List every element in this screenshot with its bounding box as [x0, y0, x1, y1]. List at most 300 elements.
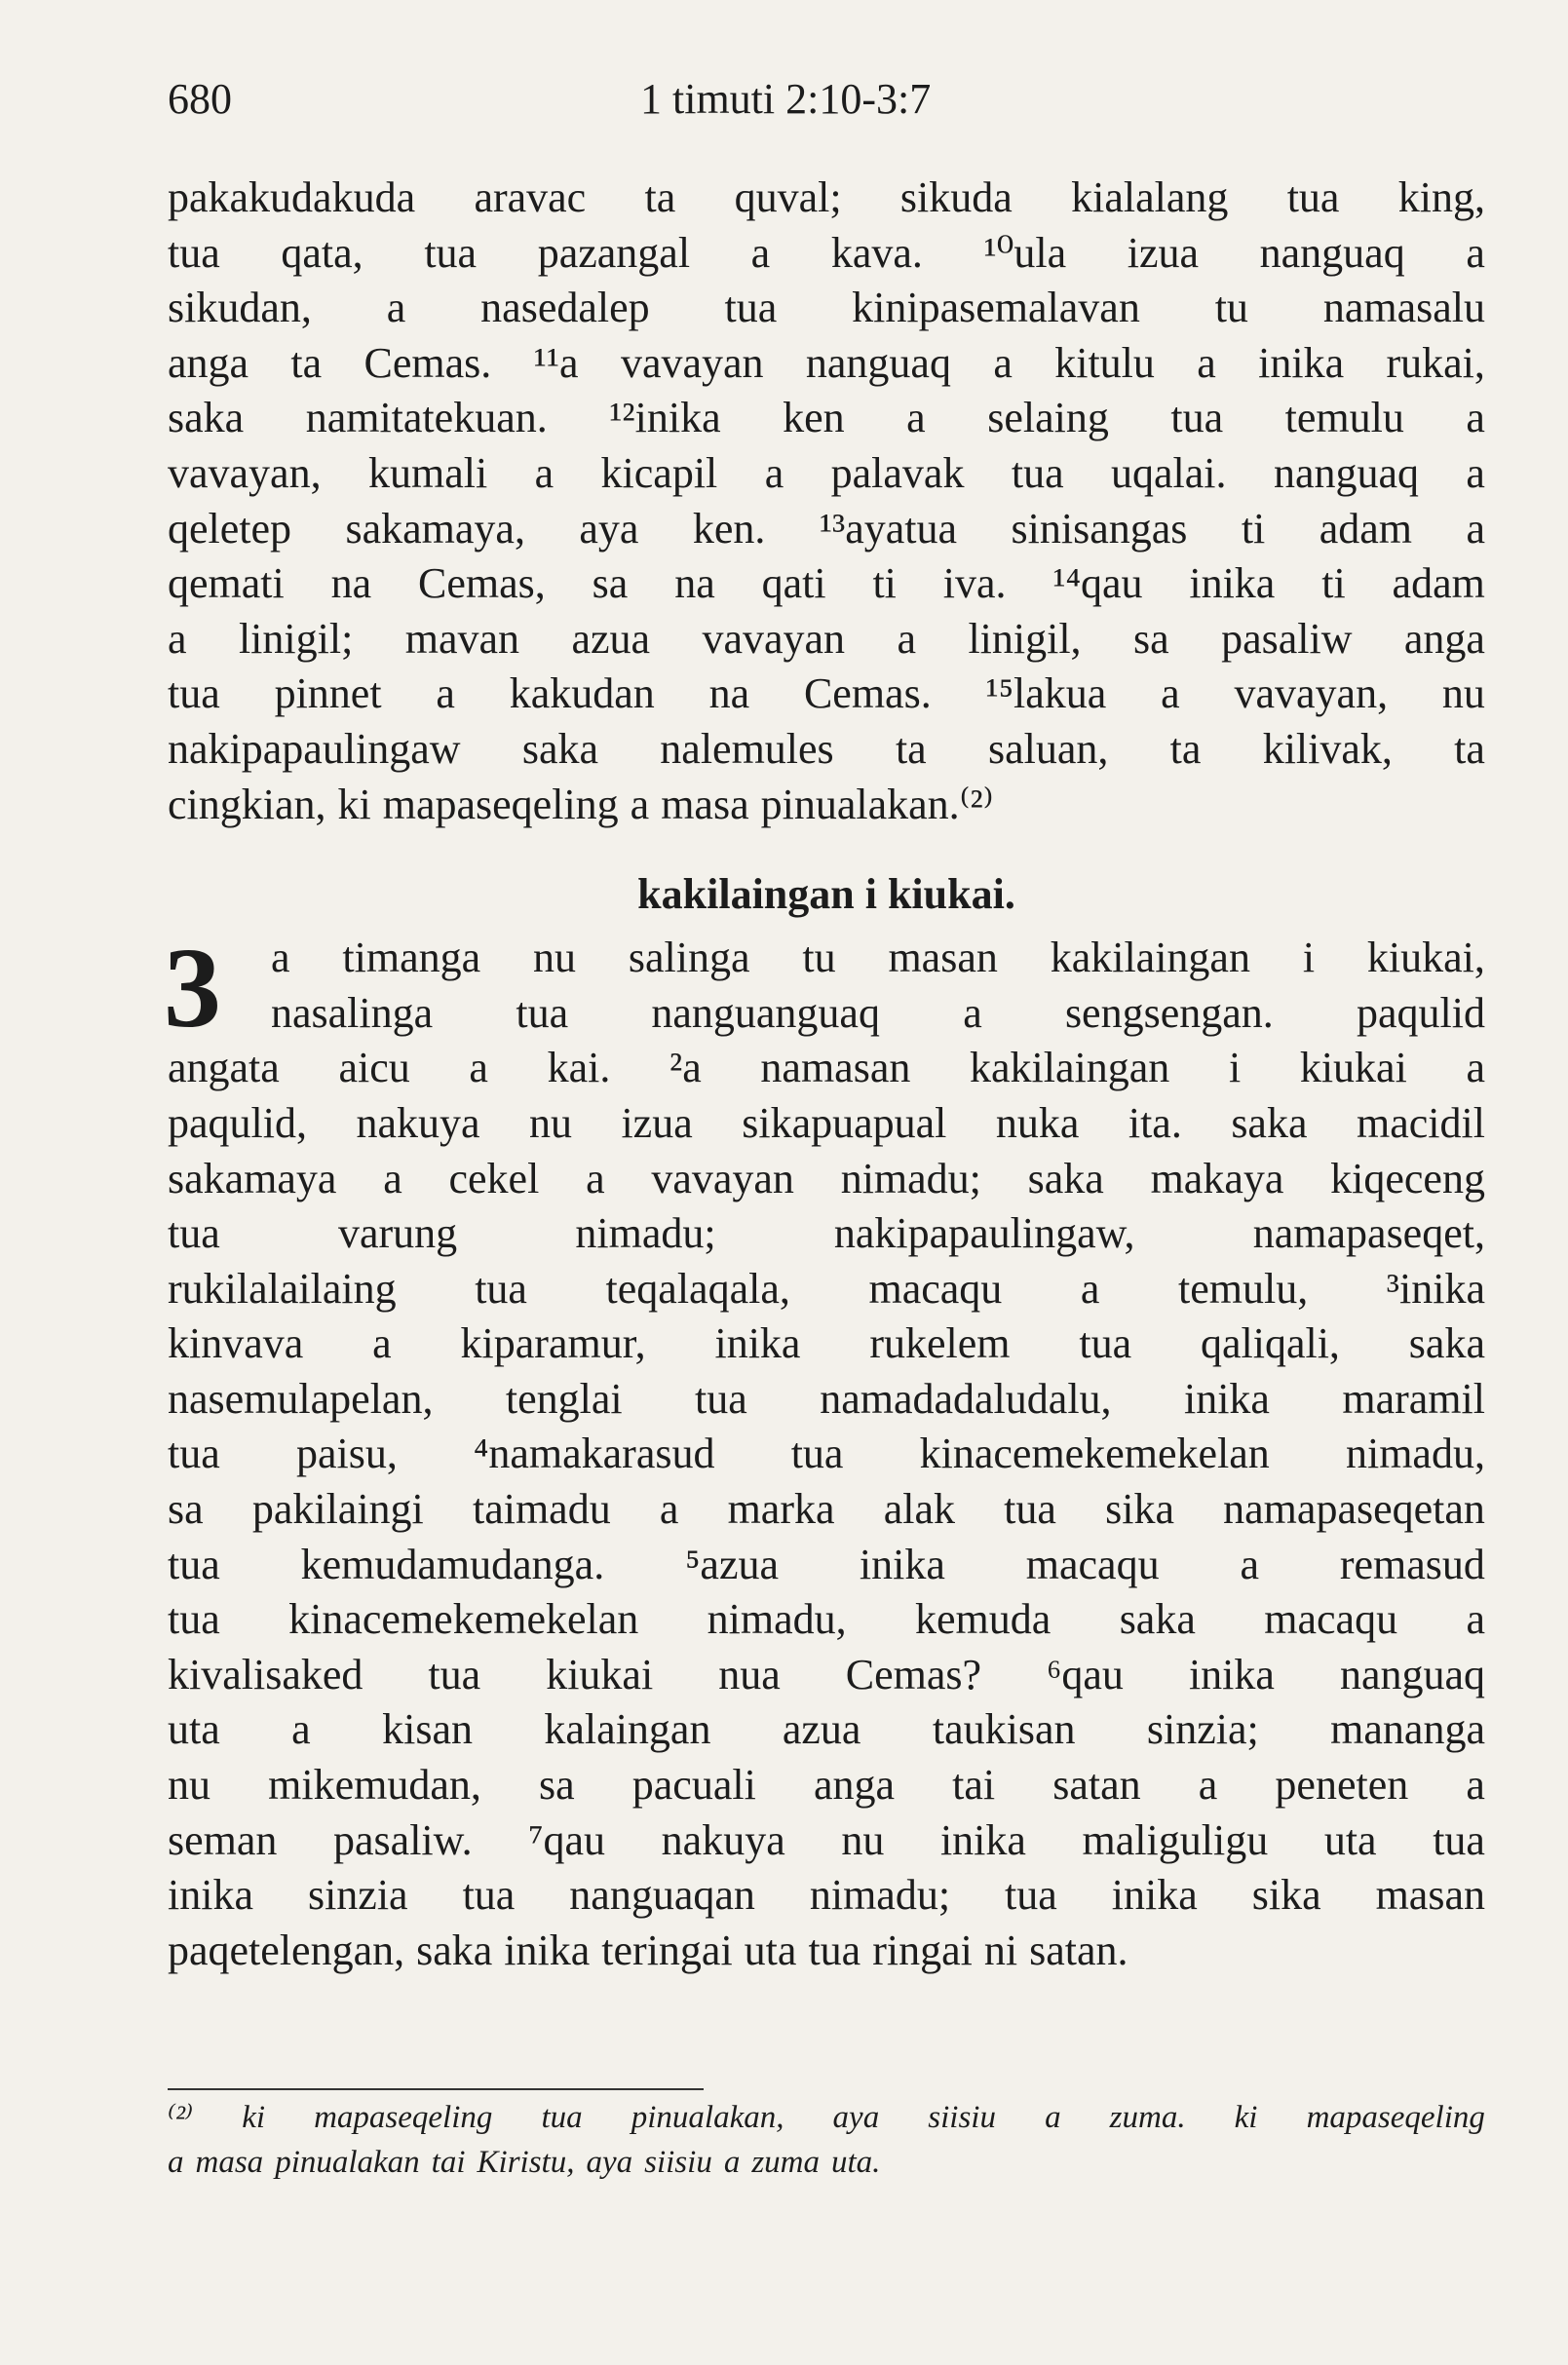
- word: nasalinga: [271, 988, 434, 1037]
- word: adam: [1392, 559, 1485, 608]
- word: inika: [1258, 338, 1345, 387]
- word: ¹⁵lakua: [985, 669, 1107, 718]
- word: remasud: [1339, 1540, 1485, 1588]
- word: inika: [1183, 1374, 1270, 1423]
- word: a: [1045, 2100, 1061, 2135]
- word: sikapuapual: [742, 1098, 947, 1147]
- word: qata,: [281, 228, 363, 277]
- word: aya: [832, 2100, 880, 2135]
- word: sikudan,: [168, 284, 312, 332]
- word: teqalaqala,: [605, 1264, 790, 1313]
- word: a: [1161, 669, 1180, 718]
- text-line: [168, 171, 1485, 226]
- word: paisu,: [295, 1430, 398, 1478]
- text-line: [168, 1482, 1485, 1538]
- word: kiparamur,: [460, 1319, 646, 1368]
- word: ki: [242, 2100, 266, 2135]
- text-line: [168, 1758, 1485, 1813]
- word: ¹³ayatua: [819, 504, 958, 553]
- word: sinzia: [307, 1871, 408, 1920]
- word: inika: [168, 1871, 253, 1920]
- word: ¹⁰ula: [983, 228, 1067, 277]
- page-number: 680: [168, 75, 232, 123]
- word: kitulu: [1054, 338, 1155, 387]
- word: saka: [521, 724, 599, 773]
- word: rukai,: [1386, 338, 1485, 387]
- word: a: [1466, 1595, 1485, 1644]
- word: ta: [644, 173, 676, 221]
- word: maramil: [1342, 1374, 1485, 1423]
- running-head: 1 timuti 2:10-3:7: [640, 75, 932, 123]
- word: nakipapaulingaw: [168, 724, 461, 773]
- word: tua: [168, 228, 220, 277]
- word: zuma: [751, 2145, 821, 2180]
- word: nimadu,: [1345, 1430, 1485, 1478]
- word: king,: [1397, 173, 1485, 221]
- word: saka: [1408, 1319, 1485, 1368]
- text-line: [168, 1152, 1485, 1207]
- word: nanguanguaq: [651, 988, 880, 1037]
- text-line: [168, 391, 1485, 446]
- word: angata: [168, 1044, 280, 1092]
- word: ringai: [872, 1926, 973, 1974]
- text-line: [168, 722, 1485, 778]
- word: uta.: [831, 2145, 881, 2180]
- word: aravac: [474, 173, 587, 221]
- word: ken.: [692, 504, 766, 553]
- word: iva.: [942, 559, 1007, 608]
- word: namapaseqet,: [1252, 1209, 1485, 1258]
- chapter-3-block: [164, 924, 1485, 1978]
- word: Cemas.: [363, 338, 492, 387]
- word: uta: [168, 1705, 220, 1754]
- word: tua: [1004, 1485, 1056, 1534]
- text-line: [168, 612, 1485, 668]
- word: anga: [168, 338, 249, 387]
- word: ni: [983, 1926, 1018, 1974]
- text-line: [168, 986, 1485, 1042]
- word: ⁶qau: [1047, 1650, 1124, 1698]
- word: pakilaingi: [251, 1485, 424, 1534]
- word: tu: [802, 934, 836, 982]
- word: varung: [337, 1209, 458, 1258]
- text-line: [168, 2140, 1485, 2185]
- chapter-2-text: [168, 171, 1485, 832]
- word: pacuali: [631, 1761, 756, 1810]
- text-line: [168, 1813, 1485, 1869]
- word: sikuda: [899, 173, 1013, 221]
- word: macaqu: [1025, 1540, 1160, 1588]
- word: a: [1240, 1540, 1259, 1588]
- word: mapaseqeling: [314, 2100, 493, 2135]
- word: anga: [1403, 614, 1485, 663]
- word: kinacemekemekelan: [288, 1595, 639, 1644]
- word: saka: [416, 1926, 493, 1974]
- word: nakipapaulingaw,: [833, 1209, 1135, 1258]
- word: vavayan,: [168, 448, 322, 497]
- word: nanguaqan: [569, 1871, 755, 1920]
- word: kicapil: [600, 448, 718, 497]
- text-line: [168, 446, 1485, 502]
- word: a: [723, 2145, 741, 2180]
- word: nimadu;: [840, 1154, 981, 1202]
- word: a: [993, 338, 1013, 387]
- word: namitatekuan.: [305, 394, 548, 442]
- word: inika: [859, 1540, 945, 1588]
- word: a: [1466, 504, 1485, 553]
- word: rukilalailaing: [168, 1264, 397, 1313]
- word: a: [963, 988, 982, 1037]
- word: tua: [475, 1264, 527, 1313]
- word: namasan: [760, 1044, 911, 1092]
- word: ⁵azua: [685, 1540, 780, 1588]
- word: tua: [424, 228, 478, 277]
- word: vavayan: [702, 614, 846, 663]
- word: mananga: [1330, 1705, 1485, 1754]
- word: tua: [168, 1430, 220, 1478]
- word: na: [674, 559, 715, 608]
- word: pazangal: [537, 228, 691, 277]
- word: tua: [168, 1595, 220, 1644]
- word: a: [383, 1154, 402, 1202]
- word: siisiu: [928, 2100, 996, 2135]
- word: tua: [1079, 1319, 1132, 1368]
- word: ⁷qau: [528, 1815, 606, 1864]
- text-line: [168, 931, 1485, 986]
- word: namapaseqetan: [1223, 1485, 1485, 1534]
- text-line: [168, 502, 1485, 557]
- word: maliguligu: [1082, 1815, 1269, 1864]
- word: ¹²inika: [609, 394, 721, 442]
- word: tua: [1433, 1815, 1485, 1864]
- word: a: [1466, 1761, 1485, 1810]
- word: adam: [1319, 504, 1413, 553]
- word: ta: [290, 338, 323, 387]
- word: nakuya: [661, 1815, 785, 1864]
- word: mavan: [404, 614, 520, 663]
- text-line: [168, 226, 1485, 282]
- word: sa: [168, 1485, 204, 1534]
- word: a: [1080, 1264, 1100, 1313]
- word: namasalu: [1322, 284, 1485, 332]
- word: paqetelengan,: [168, 1926, 405, 1974]
- word: alak: [883, 1485, 955, 1534]
- word: seman: [168, 1815, 278, 1864]
- word: sa: [592, 559, 629, 608]
- word: sika: [1105, 1485, 1174, 1534]
- word: ⁽²⁾: [168, 2100, 194, 2135]
- word: mikemudan,: [268, 1761, 481, 1810]
- word: nu: [168, 1761, 210, 1810]
- word: tua: [790, 1430, 844, 1478]
- word: inika: [1111, 1871, 1198, 1920]
- word: temulu,: [1178, 1264, 1309, 1313]
- word: a: [1466, 394, 1485, 442]
- word: macaqu: [1264, 1595, 1398, 1644]
- text-line: [168, 667, 1485, 722]
- word: ki: [1234, 2100, 1258, 2135]
- word: tua: [1005, 1871, 1057, 1920]
- word: saluan,: [987, 724, 1109, 773]
- main-text: [164, 171, 1485, 1978]
- word: cekel: [448, 1154, 540, 1202]
- word: linigil,: [968, 614, 1082, 663]
- word: tua: [168, 1540, 220, 1588]
- word: a: [1198, 1761, 1218, 1810]
- word: paqulid,: [168, 1098, 307, 1147]
- text-line: [168, 1868, 1485, 1924]
- word: satan.: [1029, 1926, 1128, 1974]
- word: masa: [661, 780, 749, 828]
- word: izua: [1127, 228, 1200, 277]
- word: Cemas?: [845, 1650, 982, 1698]
- word: taukisan: [932, 1705, 1076, 1754]
- text-line: [168, 1648, 1485, 1703]
- word: masan: [1375, 1871, 1485, 1920]
- word: nu: [841, 1815, 885, 1864]
- word: aya: [586, 2145, 633, 2180]
- word: a: [750, 228, 771, 277]
- word: kiukai: [1299, 1044, 1407, 1092]
- word: kinipasemalavan: [852, 284, 1140, 332]
- word: nua: [718, 1650, 781, 1698]
- word: nanguaq: [1339, 1650, 1485, 1698]
- word: nuka: [995, 1098, 1080, 1147]
- word: ⁴namakarasud: [474, 1430, 715, 1478]
- word: na: [708, 669, 750, 718]
- word: selaing: [987, 394, 1109, 442]
- word: tua: [428, 1650, 481, 1698]
- word: Cemas,: [418, 559, 546, 608]
- word: i: [1228, 1044, 1242, 1092]
- word: nimadu;: [575, 1209, 716, 1258]
- text-line: [168, 1372, 1485, 1428]
- word: ta: [1454, 724, 1485, 773]
- word: nimadu,: [707, 1595, 847, 1644]
- word: makaya: [1150, 1154, 1284, 1202]
- word: a: [271, 934, 290, 982]
- word: sinzia;: [1146, 1705, 1259, 1754]
- word: pinualakan,: [631, 2100, 784, 2135]
- word: ti: [872, 559, 897, 608]
- word: linigil;: [238, 614, 354, 663]
- word: nalemules: [660, 724, 834, 773]
- text-line: [168, 1316, 1485, 1372]
- text-line: [168, 778, 1485, 833]
- word: ta: [1169, 724, 1202, 773]
- word: a: [1466, 448, 1485, 497]
- section-heading: kakilaingan i kiukai.: [637, 870, 1015, 919]
- word: temulu: [1284, 394, 1404, 442]
- word: tai: [431, 2145, 466, 2180]
- word: a: [1466, 1044, 1485, 1092]
- word: vavayan,: [1234, 669, 1389, 718]
- word: pinnet: [274, 669, 382, 718]
- word: inika: [939, 1815, 1026, 1864]
- word: kisan: [382, 1705, 473, 1754]
- word: a: [1197, 338, 1216, 387]
- footnote: [168, 2095, 1485, 2185]
- footnote-rule: [168, 2088, 704, 2090]
- word: Cemas.: [803, 669, 932, 718]
- text-line: [168, 1702, 1485, 1758]
- word: kakilaingan: [970, 1044, 1170, 1092]
- text-line: [168, 281, 1485, 336]
- word: sakamaya,: [345, 504, 525, 553]
- word: saka: [1231, 1098, 1308, 1147]
- word: pasaliw.: [333, 1815, 473, 1864]
- word: ken: [783, 394, 845, 442]
- word: tua: [1011, 448, 1064, 497]
- word: a: [372, 1319, 392, 1368]
- word: tua: [462, 1871, 516, 1920]
- word: aya: [579, 504, 639, 553]
- word: a: [630, 780, 650, 828]
- word: kilivak,: [1262, 724, 1393, 773]
- text-line: [168, 1041, 1485, 1096]
- word: kava.: [830, 228, 923, 277]
- chapter-3-text: [168, 931, 1485, 1978]
- word: inika: [714, 1319, 801, 1368]
- word: kivalisaked: [168, 1650, 363, 1698]
- word: saka: [1027, 1154, 1104, 1202]
- word: uqalai.: [1111, 448, 1227, 497]
- text-line: [168, 1427, 1485, 1482]
- page-header: [168, 70, 1485, 129]
- word: ²a: [669, 1044, 702, 1092]
- word: saka: [1119, 1595, 1196, 1644]
- word: nimadu;: [809, 1871, 951, 1920]
- word: mapaseqeling: [1306, 2100, 1485, 2135]
- word: inika: [504, 1926, 591, 1974]
- word: tua: [168, 1209, 220, 1258]
- word: kemudamudanga.: [300, 1540, 605, 1588]
- word: nanguaq: [1259, 228, 1405, 277]
- word: marka: [727, 1485, 835, 1534]
- word: a: [534, 448, 555, 497]
- word: kemuda: [915, 1595, 1052, 1644]
- word: zuma.: [1109, 2100, 1186, 2135]
- word: masan: [888, 934, 998, 982]
- word: ¹¹a: [533, 338, 579, 387]
- word: ki: [337, 780, 371, 828]
- word: uta: [744, 1926, 797, 1974]
- word: tua: [516, 988, 569, 1037]
- word: kinacemekemekelan: [919, 1430, 1270, 1478]
- word: a: [906, 394, 926, 442]
- word: nasemulapelan,: [168, 1374, 434, 1423]
- word: a: [436, 669, 455, 718]
- word: ³inika: [1386, 1264, 1485, 1313]
- text-line: [168, 1592, 1485, 1648]
- word: tua: [695, 1374, 747, 1423]
- word: tua: [808, 1926, 861, 1974]
- word: ti: [1321, 559, 1346, 608]
- text-line: [168, 1206, 1485, 1262]
- word: tua: [724, 284, 778, 332]
- word: pinualakan: [275, 2145, 420, 2180]
- word: kakilaingan: [1050, 934, 1250, 982]
- word: sa: [538, 1761, 575, 1810]
- word: a: [764, 448, 784, 497]
- word: kakudan: [509, 669, 655, 718]
- word: kiukai,: [1366, 934, 1485, 982]
- word: cingkian,: [168, 780, 326, 828]
- text-line: [168, 1096, 1485, 1152]
- word: taimadu: [472, 1485, 611, 1534]
- word: nakuya: [356, 1098, 480, 1147]
- word: a: [168, 2145, 184, 2180]
- word: siisiu: [644, 2145, 712, 2180]
- word: satan: [1052, 1761, 1141, 1810]
- word: izua: [621, 1098, 693, 1147]
- word: qeletep: [168, 504, 292, 553]
- word: namadadaludalu,: [820, 1374, 1112, 1423]
- word: uta: [1323, 1815, 1377, 1864]
- word: anga: [813, 1761, 895, 1810]
- word: inika: [1189, 559, 1276, 608]
- word: azua: [782, 1705, 861, 1754]
- word: kumali: [368, 448, 488, 497]
- word: sakamaya: [168, 1154, 337, 1202]
- word: tua: [1170, 394, 1224, 442]
- word: inika: [1188, 1650, 1275, 1698]
- word: nasedalep: [480, 284, 650, 332]
- word: i: [1302, 934, 1316, 982]
- word: qaliqali,: [1200, 1319, 1340, 1368]
- text-line: [168, 1538, 1485, 1593]
- chapter-number: 3: [164, 924, 221, 1052]
- word: qemati: [168, 559, 285, 608]
- word: vavayan: [620, 338, 764, 387]
- word: nanguaq: [805, 338, 951, 387]
- word: saka: [168, 394, 245, 442]
- word: azua: [571, 614, 651, 663]
- text-line: [168, 336, 1485, 392]
- word: mapaseqeling: [382, 780, 619, 828]
- text-line: [168, 2095, 1485, 2140]
- word: a: [1466, 228, 1485, 277]
- word: kai.: [547, 1044, 611, 1092]
- word: pinualakan.⁽²⁾: [760, 780, 994, 828]
- word: nu: [528, 1098, 572, 1147]
- word: palavak: [830, 448, 965, 497]
- word: tu: [1214, 284, 1248, 332]
- word: sa: [1132, 614, 1169, 663]
- text-line: [168, 556, 1485, 612]
- word: na: [330, 559, 372, 608]
- word: rukelem: [869, 1319, 1011, 1368]
- word: macidil: [1356, 1098, 1485, 1147]
- word: a: [469, 1044, 488, 1092]
- word: tua: [168, 669, 220, 718]
- word: ¹⁴qau: [1052, 559, 1143, 608]
- text-line: [168, 1262, 1485, 1317]
- word: a: [897, 614, 917, 663]
- word: qati: [761, 559, 826, 608]
- word: a: [659, 1485, 679, 1534]
- word: a: [386, 284, 406, 332]
- word: tai: [952, 1761, 996, 1810]
- word: sinisangas: [1011, 504, 1188, 553]
- word: nu: [532, 934, 576, 982]
- word: tua: [541, 2100, 583, 2135]
- word: teringai: [601, 1926, 733, 1974]
- text-line: [168, 1924, 1485, 1979]
- word: pasaliw: [1221, 614, 1353, 663]
- word: tua: [1286, 173, 1340, 221]
- word: tenglai: [505, 1374, 623, 1423]
